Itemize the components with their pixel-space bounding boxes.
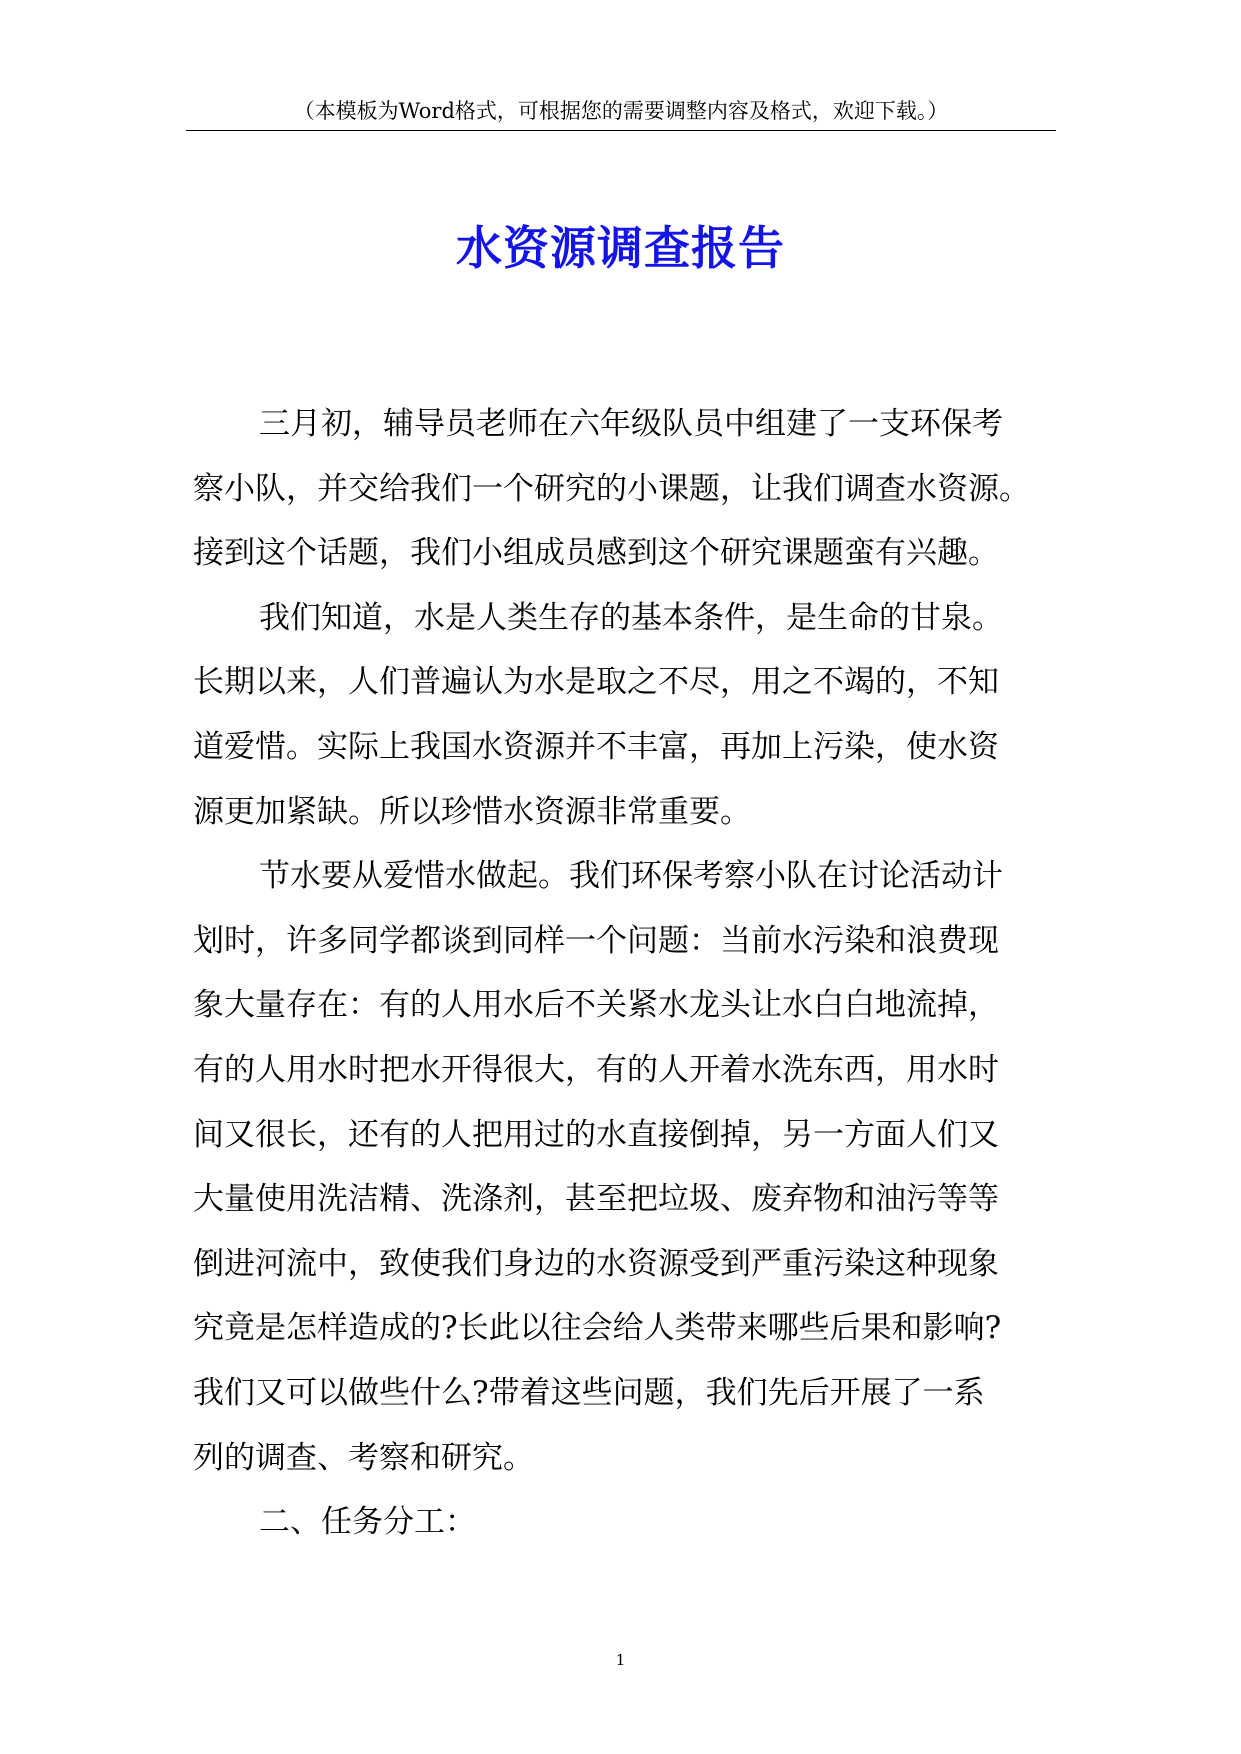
paragraph-line: 三月初，辅导员老师在六年级队员中组建了一支环保考: [259, 406, 1003, 442]
paragraph-line: 倒进河流中，致使我们身边的水资源受到严重污染这种现象: [193, 1245, 999, 1282]
paragraph-line: 象大量存在：有的人用水后不关紧水龙头让水白白地流掉，: [193, 987, 999, 1024]
section-heading: 二、任务分工：: [259, 1504, 476, 1541]
paragraph-line: 有的人用水时把水开得很大，有的人开着水洗东西，用水时: [193, 1051, 999, 1088]
header-divider: [186, 130, 1056, 131]
paragraph-line: 划时，许多同学都谈到同样一个问题：当前水污染和浪费现: [193, 922, 999, 959]
document-title: 水资源调查报告: [456, 221, 785, 275]
paragraph-line: 源更加紧缺。所以珍惜水资源非常重要。: [193, 793, 751, 830]
header-note: （本模板为Word格式，可根据您的需要调整内容及格式，欢迎下载。）: [293, 99, 949, 123]
paragraph-line: 我们知道，水是人类生存的基本条件，是生命的甘泉。: [259, 599, 1003, 636]
paragraph-line: 列的调查、考察和研究。: [193, 1439, 534, 1476]
paragraph-line: 究竟是怎样造成的?长此以往会给人类带来哪些后果和影响?: [193, 1310, 1002, 1347]
paragraph-line: 我们又可以做些什么?带着这些问题，我们先后开展了一系: [193, 1374, 985, 1411]
page-number: 1: [615, 1651, 626, 1669]
paragraph-line: 道爱惜。实际上我国水资源并不丰富，再加上污染，使水资: [193, 728, 999, 765]
paragraph-line: 接到这个话题，我们小组成员感到这个研究课题蛮有兴趣。: [193, 535, 999, 572]
document-body: [193, 392, 1055, 1555]
paragraph-line: 间又很长，还有的人把用过的水直接倒掉，另一方面人们又: [193, 1116, 999, 1153]
paragraph-line: 节水要从爱惜水做起。我们环保考察小队在讨论活动计: [259, 858, 1003, 895]
paragraph-line: 大量使用洗洁精、洗涤剂，甚至把垃圾、废弃物和油污等等: [193, 1181, 999, 1218]
paragraph-line: 察小队，并交给我们一个研究的小课题，让我们调查水资源。: [193, 470, 1030, 507]
paragraph-line: 长期以来，人们普遍认为水是取之不尽，用之不竭的，不知: [193, 664, 999, 701]
